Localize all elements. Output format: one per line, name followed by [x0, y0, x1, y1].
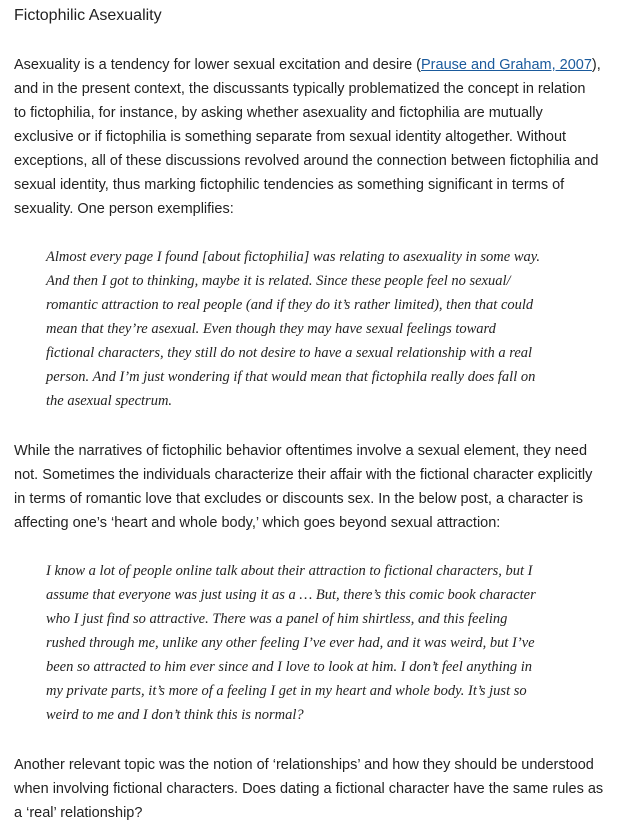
- quote-line: Almost every page I found [about fictophilia] was relating to asexuality in some way.: [46, 249, 541, 265]
- quote-line: rushed through me, unlike any other feeling I’ve ever had, and it was weird, but I’ve: [46, 635, 535, 651]
- paragraph-line: in terms of romantic love that excludes or discounts sex. In the below post, a character is: [14, 491, 583, 507]
- paragraph-line: Another relevant topic was the notion of ‘relationships’ and how they should be understood: [14, 757, 594, 773]
- paragraph-line: exceptions, all of these discussions revolved around the connection between fictophilia and: [14, 153, 599, 169]
- paragraph-relationships: [14, 753, 609, 825]
- quote-line: weird to me and I don’t think this is normal?: [46, 707, 304, 723]
- quote-line: who I just find so attractive. There was a panel of him shirtless, and this feeling: [46, 611, 508, 627]
- paragraph-text: Asexuality is a tendency for lower sexual excitation and desire (: [14, 57, 422, 73]
- paragraph-line: exclusive or if fictophilia is something separate from sexual identity altogether. Without: [14, 129, 567, 145]
- paragraph-line: affecting one’s ‘heart and whole body,’ which goes beyond sexual attraction:: [14, 515, 501, 531]
- paragraph-line: sexual identity, thus marking fictophilic tendencies as something significant in terms of: [14, 177, 565, 193]
- paragraph-romantic-love: [14, 439, 609, 535]
- quote-line: been so attracted to him ever since and I love to look at him. I don’t feel anything in: [46, 659, 533, 675]
- paragraph-line: sexuality. One person exemplifies:: [14, 201, 234, 217]
- blockquote-asexuality: [46, 245, 586, 413]
- paragraph-asexuality-intro: [14, 53, 609, 221]
- paragraph-line: not. Sometimes the individuals characterize their affair with the fictional character explicitly: [14, 467, 593, 483]
- paragraph-line: and in the present context, the discussants typically problematized the concept in relation: [14, 81, 586, 97]
- article-body: [14, 0, 609, 825]
- quote-line: person. And I’m just wondering if that would mean that fictophila really does fall on: [46, 369, 536, 385]
- citation-link-prause-graham[interactable]: Prause and Graham, 2007: [421, 57, 592, 73]
- paragraph-line: when involving fictional characters. Does dating a fictional character have the same rules as: [14, 781, 604, 797]
- paragraph-line: While the narratives of fictophilic behavior oftentimes involve a sexual element, they need: [14, 443, 588, 459]
- paragraph-text: ),: [591, 57, 601, 73]
- quote-line: romantic attraction to real people (and if they do it’s rather limited), then that could: [46, 297, 534, 313]
- quote-line: assume that everyone was just using it as a … But, there’s this comic book character: [46, 587, 536, 603]
- quote-line: the asexual spectrum.: [46, 393, 173, 409]
- paragraph-line: [14, 53, 609, 77]
- quote-line: I know a lot of people online talk about their attraction to fictional characters, but I: [46, 563, 533, 579]
- paragraph-line: to fictophilia, for instance, by asking whether asexuality and fictophilia are mutually: [14, 105, 543, 121]
- quote-line: mean that they’re asexual. Even though they may have sexual feelings toward: [46, 321, 496, 337]
- blockquote-comic-character: [46, 559, 586, 727]
- section-heading: Fictophilic Asexuality: [14, 7, 162, 24]
- quote-line: fictional characters, they still do not desire to have a sexual relationship with a real: [46, 345, 533, 361]
- quote-line: And then I got to thinking, maybe it is related. Since these people feel no sexual/: [46, 273, 511, 289]
- quote-line: my private parts, it’s more of a feeling I get in my heart and whole body. It’s just so: [46, 683, 527, 699]
- paragraph-line: a ‘real’ relationship?: [14, 805, 143, 821]
